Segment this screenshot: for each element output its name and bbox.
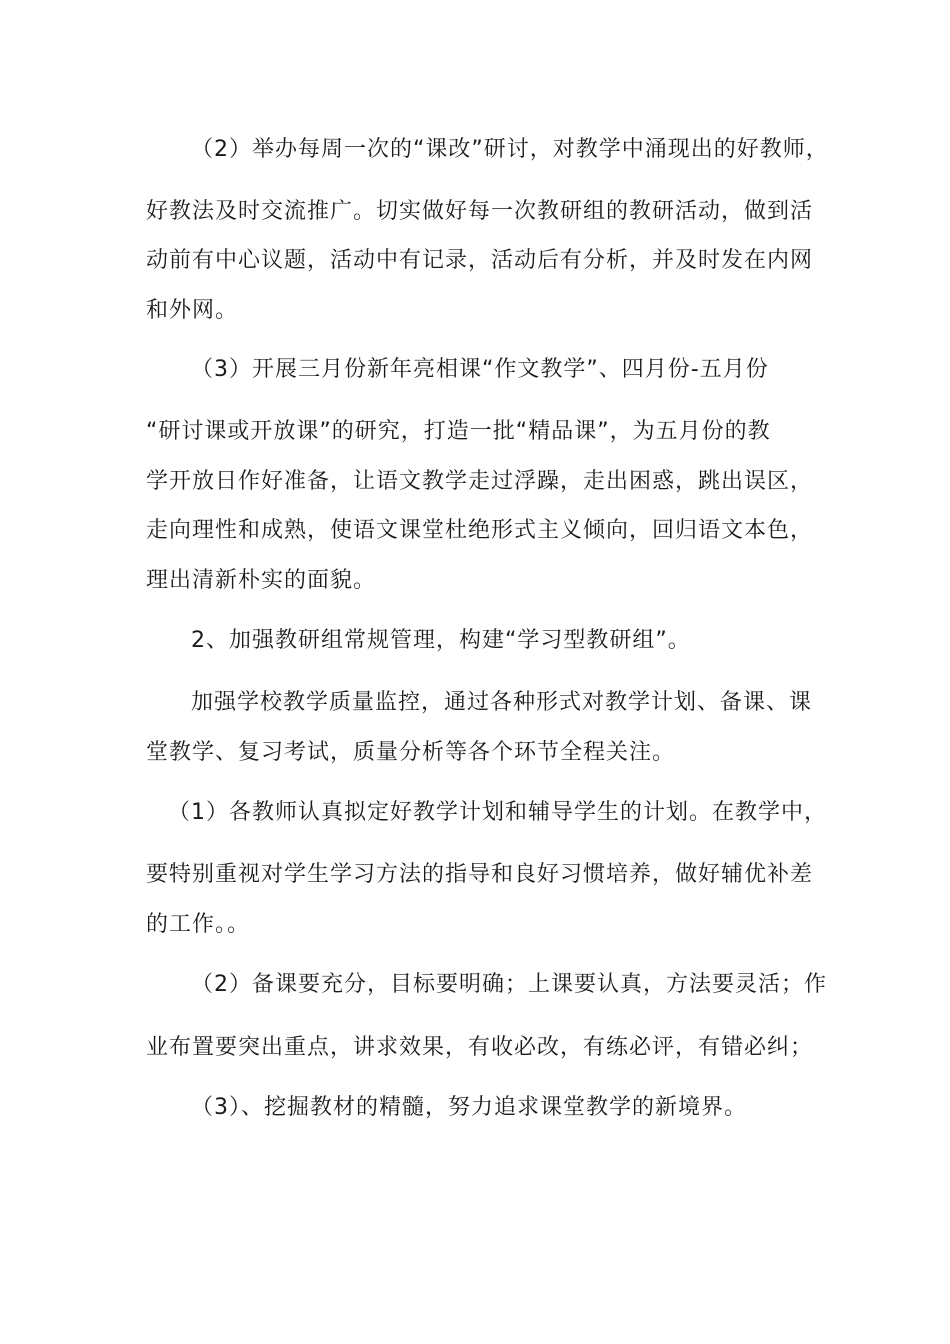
text-line: （2）举办每周一次的“课改”研讨，对教学中涌现出的好教师， (191, 137, 829, 162)
text-line: 好教法及时交流推广。切实做好每一次教研组的教研活动，做到活 (146, 199, 814, 224)
text-line: 加强学校教学质量监控，通过各种形式对教学计划、备课、课 (191, 690, 813, 715)
text-line: 动前有中心议题，活动中有记录，活动后有分析，并及时发在内网 (146, 248, 814, 273)
text-line: 堂教学、复习考试，质量分析等各个环节全程关注。 (146, 740, 676, 765)
text-line: （2）备课要充分，目标要明确；上课要认真，方法要灵活；作 (191, 972, 827, 997)
text-line: 的工作。。 (146, 912, 251, 937)
text-line: “研讨课或开放课”的研究，打造一批“精品课”，为五月份的教 (146, 419, 771, 444)
text-line: （1）各教师认真拟定好教学计划和辅导学生的计划。在教学中， (168, 800, 827, 825)
text-line: （3）、挖掘教材的精髓，努力追求课堂教学的新境界。 (191, 1095, 747, 1120)
text-line: 要特别重视对学生学习方法的指导和良好习惯培养，做好辅优补差 (146, 862, 814, 887)
text-line: 走向理性和成熟，使语文课堂杜绝形式主义倾向，回归语文本色， (146, 518, 814, 543)
text-line: （3）开展三月份新年亮相课“作文教学”、四月份-五月份 (191, 357, 769, 382)
text-line: 和外网。 (146, 298, 239, 323)
text-line: 理出清新朴实的面貌。 (146, 568, 377, 593)
text-line: 学开放日作好准备，让语文教学走过浮躁，走出困惑，跳出误区， (146, 469, 814, 494)
text-line: 业布置要突出重点，讲求效果，有收必改，有练必评，有错必纠； (146, 1035, 814, 1060)
section-heading: 2、加强教研组常规管理，构建“学习型教研组”。 (191, 628, 691, 653)
